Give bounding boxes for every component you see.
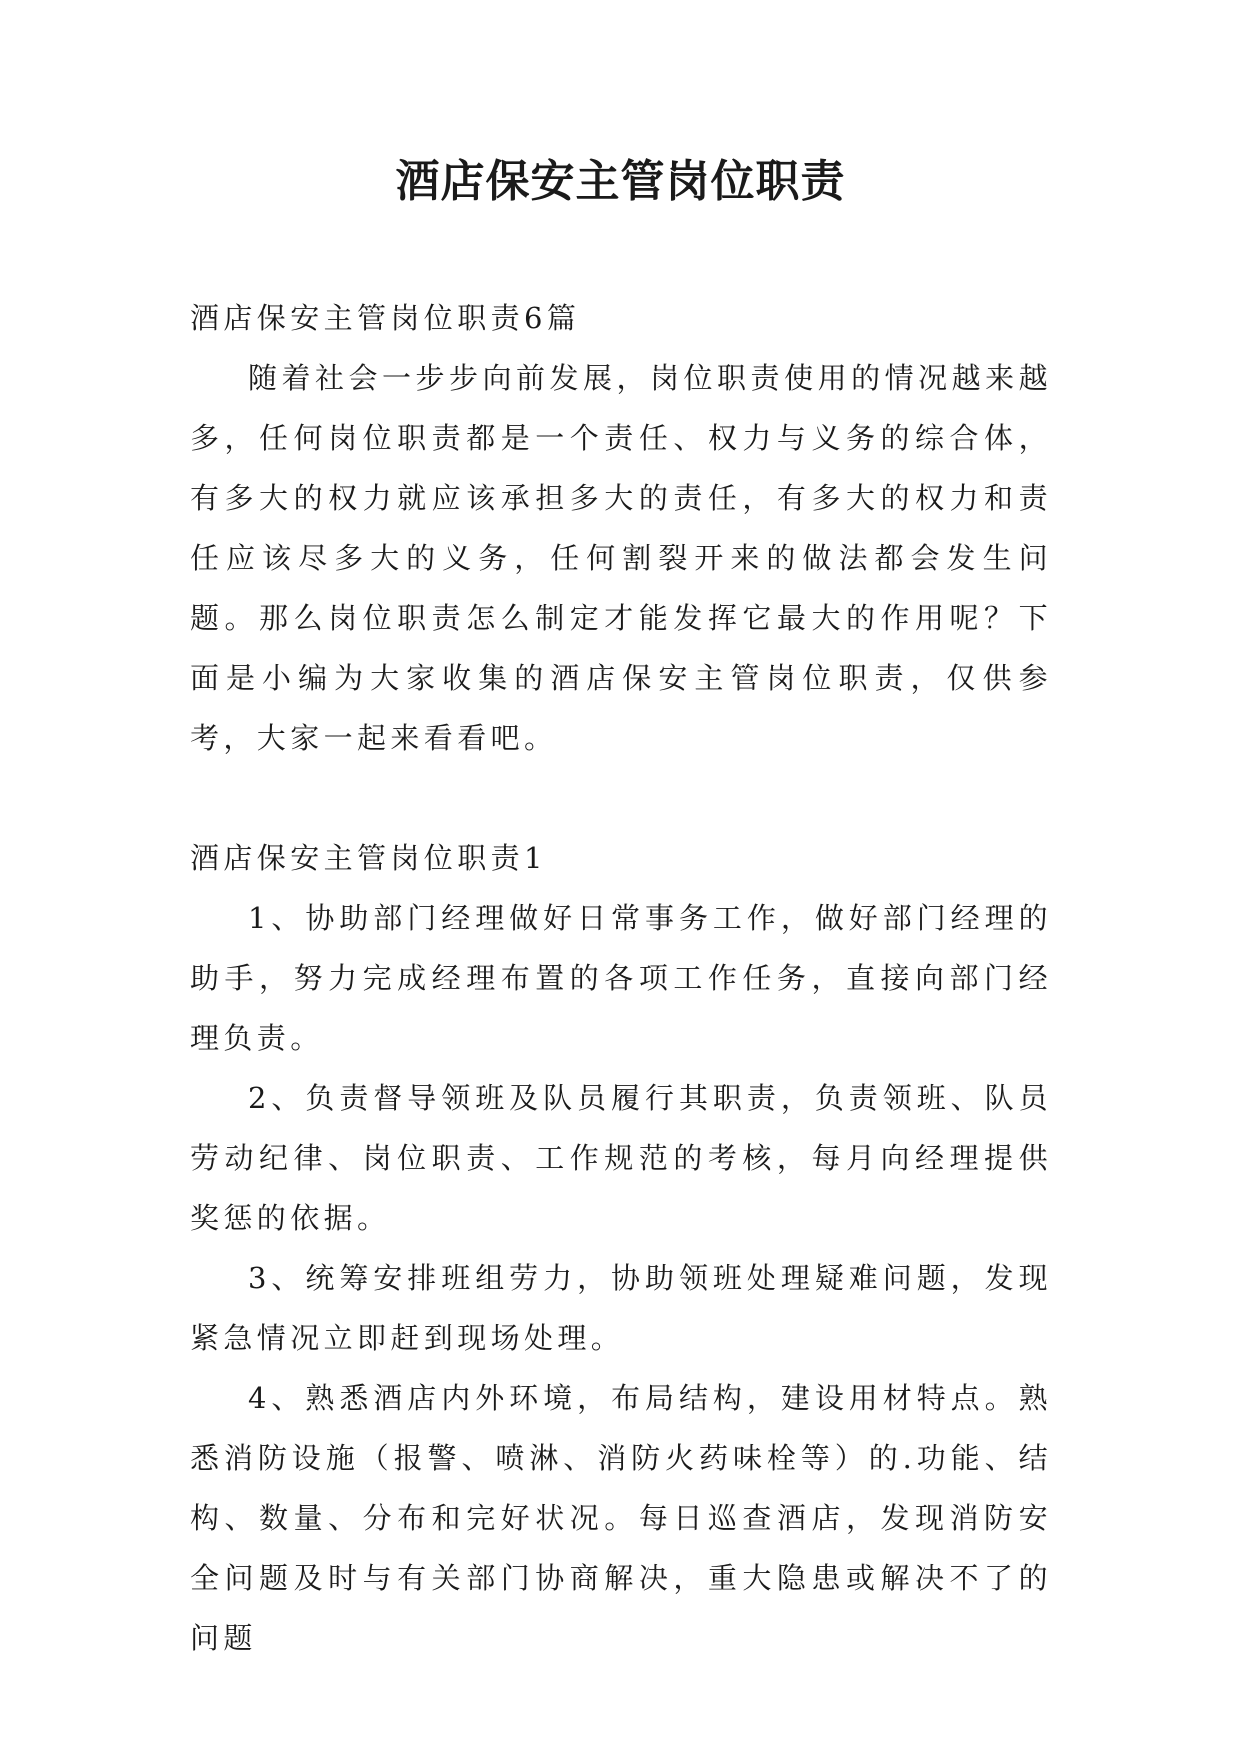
intro-paragraph: 随着社会一步步向前发展，岗位职责使用的情况越来越多，任何岗位职责都是一个责任、权力与义务的综合体，有多大的权力就应该承担多大的责任，有多大的权力和责任应该尽多大的义务，任何割裂开来的做法都会发生问题。那么岗位职责怎么制定才能发挥它最大的作用呢？下面是小编为大家收集的酒店保安主管岗位职责，仅供参考，大家一起来看看吧。 [190, 361, 1052, 755]
document-body [190, 288, 1052, 1668]
duty-item-4: 4、熟悉酒店内外环境，布局结构，建设用材特点。熟悉消防设施（报警、喷淋、消防火药味栓等）的.功能、结构、数量、分布和完好状况。每日巡查酒店，发现消防安全问题及时与有关部门协商解决，重大隐患或解决不了的问题 [190, 1381, 1052, 1655]
section-1-heading: 酒店保安主管岗位职责1 [190, 841, 547, 875]
section-spacer [190, 768, 1052, 828]
intro-heading: 酒店保安主管岗位职责6篇 [190, 301, 581, 335]
document-title: 酒店保安主管岗位职责 [395, 156, 846, 207]
duty-item-3: 3、统筹安排班组劳力，协助领班处理疑难问题，发现紧急情况立即赶到现场处理。 [190, 1261, 1052, 1355]
duty-item-2: 2、负责督导领班及队员履行其职责，负责领班、队员劳动纪律、岗位职责、工作规范的考核，每月向经理提供奖惩的依据。 [190, 1081, 1052, 1235]
duty-item-1: 1、协助部门经理做好日常事务工作，做好部门经理的助手，努力完成经理布置的各项工作任务，直接向部门经理负责。 [190, 901, 1052, 1055]
